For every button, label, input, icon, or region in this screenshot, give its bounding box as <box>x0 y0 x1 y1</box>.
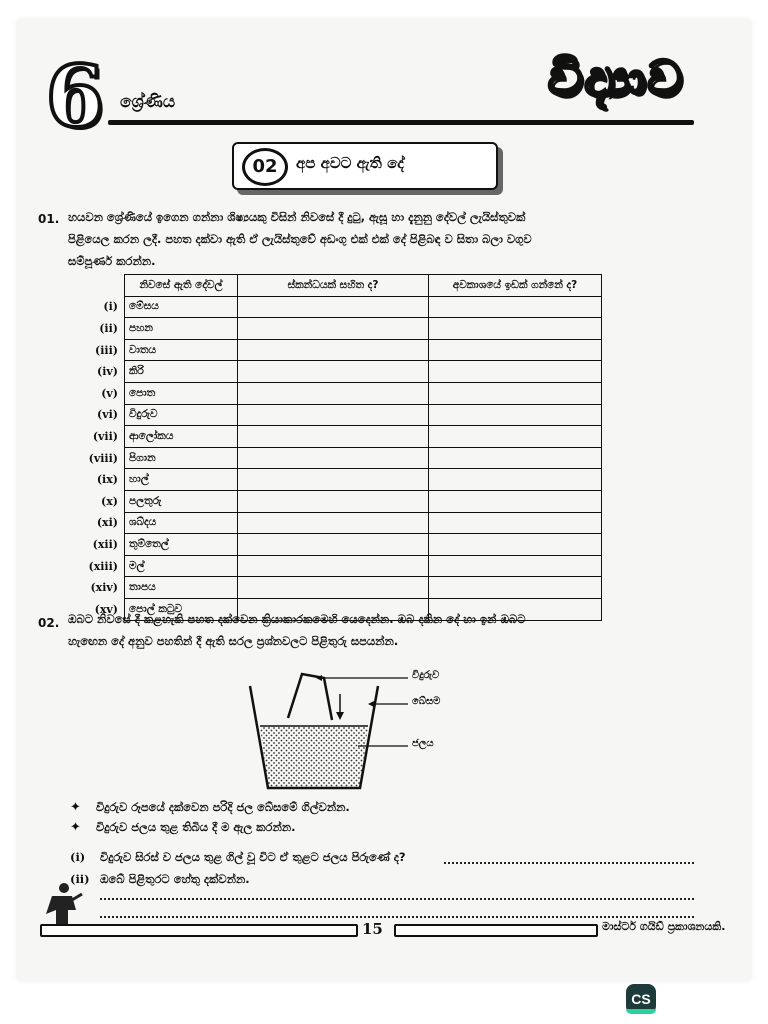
mass-answer-cell[interactable] <box>238 318 429 340</box>
table-header-mass: ස්කන්ධයක් සහිත ද? <box>238 275 429 297</box>
row-index: (ii) <box>99 321 118 335</box>
row-index: (vi) <box>97 408 118 422</box>
table-row <box>74 339 602 361</box>
mass-answer-cell[interactable] <box>238 469 429 491</box>
subject-title: විද්‍යාව <box>548 51 684 107</box>
answer-line-3[interactable] <box>100 916 694 918</box>
row-item: ආලෝකය <box>125 426 238 448</box>
space-answer-cell[interactable] <box>429 426 602 448</box>
table-header-row <box>74 275 602 297</box>
step-1-text: විදුරුව රූපයේ දක්වෙන පරිදි ජල බේසමේ ගිල්වන්න. <box>96 800 350 814</box>
row-index: (viii) <box>88 451 118 465</box>
row-index: (iv) <box>97 365 118 379</box>
space-answer-cell[interactable] <box>429 447 602 469</box>
mass-answer-cell[interactable] <box>238 404 429 426</box>
mass-answer-cell[interactable] <box>238 555 429 577</box>
row-index: (xii) <box>92 537 118 551</box>
table-row <box>74 577 602 599</box>
table-row <box>74 382 602 404</box>
row-index: (xi) <box>96 516 118 530</box>
space-answer-cell[interactable] <box>429 534 602 556</box>
page-number: 15 <box>362 920 383 938</box>
space-answer-cell[interactable] <box>429 404 602 426</box>
table-row <box>74 318 602 340</box>
row-index: (i) <box>103 300 118 314</box>
space-answer-cell[interactable] <box>429 382 602 404</box>
label-basin: බේසම <box>412 696 441 707</box>
row-index: (vii) <box>92 429 118 443</box>
table-row <box>74 534 602 556</box>
water-fill <box>260 726 368 788</box>
glass-in-basin-diagram <box>240 664 440 798</box>
space-answer-cell[interactable] <box>429 339 602 361</box>
table-row <box>74 555 602 577</box>
sub-question-2-number: (ii) <box>70 872 90 886</box>
answer-line-2[interactable] <box>100 898 694 900</box>
footer-bar-right <box>394 924 598 937</box>
row-index: (x) <box>101 494 118 508</box>
sub-question-1-text: විදුරුව සිරස් ව ජලය තුළ ගිල් වූ විට ඒ තුළට ජලය පිරුණේ ද? <box>100 850 406 864</box>
table-header-space: අවකාශයේ ඉඩක් ගන්නේ ද? <box>429 275 602 297</box>
mass-answer-cell[interactable] <box>238 382 429 404</box>
space-answer-cell[interactable] <box>429 490 602 512</box>
row-item: විදුරුව <box>125 404 238 426</box>
table-row <box>74 469 602 491</box>
sub-question-1-number: (i) <box>70 850 86 864</box>
grade-label: ශ්‍රේණිය <box>120 92 176 112</box>
mass-answer-cell[interactable] <box>238 447 429 469</box>
items-table <box>74 274 602 621</box>
question-1-line-1: හයවන ශ්‍රේණියේ ඉගෙන ගන්නා ශිෂ්‍යයකු විසින් නිවසේ දී දුටු, ඇසූ හා දැනුනු දේවල් ලැයිස්තුවක් <box>68 210 526 224</box>
row-item: පොත <box>125 382 238 404</box>
row-index: (xv) <box>94 602 118 616</box>
row-item: කිරි <box>125 361 238 383</box>
row-item: මල් <box>125 555 238 577</box>
mass-answer-cell[interactable] <box>238 296 429 318</box>
table-row <box>74 426 602 448</box>
question-2-line-1: ඔබට නිවසේ දී කළහැකි පහත දක්වෙන ක්‍රියාකාරකමෙහි යෙදෙන්න. ඔබ දකින දේ හා ඉන් ඔබට <box>68 612 526 626</box>
lesson-title-box <box>232 142 498 190</box>
publisher-name: මාස්ටර් ගයිඩ් ප්‍රකාශනයකි. <box>602 920 726 933</box>
row-index: (iii) <box>95 343 118 357</box>
label-water: ජලය <box>412 738 434 749</box>
table-row <box>74 361 602 383</box>
space-answer-cell[interactable] <box>429 555 602 577</box>
bullet-star-icon: ✦ <box>70 800 81 815</box>
step-2-text: විදුරුව ජලය තුළ තිබිය දී ම ඇල කරන්න. <box>96 820 296 834</box>
row-item: තාපය <box>125 577 238 599</box>
grade-number: 6 <box>45 47 105 146</box>
row-item: පහන <box>125 318 238 340</box>
student-figure-icon <box>38 880 84 926</box>
question-2-number: 02. <box>38 616 60 630</box>
label-glass: විදුරුව <box>412 670 440 681</box>
row-item: මේසය <box>125 296 238 318</box>
row-index: (ix) <box>96 473 118 487</box>
row-item: හාල් <box>125 469 238 491</box>
step-2 <box>70 820 296 835</box>
question-2-line-2: හැඟෙන දේ අනුව පහතින් දී ඇති සරල ප්‍රශ්නවලට පිළිතුරු සපයන්න. <box>68 634 399 648</box>
space-answer-cell[interactable] <box>429 469 602 491</box>
footer-bar-left <box>40 924 358 937</box>
table-header-items: නිවසේ ඇති දේවල් <box>125 275 238 297</box>
lesson-title: අප අවට ඇති දේ <box>296 154 404 172</box>
glass-outline <box>288 674 332 720</box>
row-item: පිගාන <box>125 447 238 469</box>
table-row <box>74 447 602 469</box>
mass-answer-cell[interactable] <box>238 426 429 448</box>
sub-question-2-text: ඔබේ පිළිතුරට හේතු දක්වන්න. <box>100 872 250 886</box>
mass-answer-cell[interactable] <box>238 534 429 556</box>
space-answer-cell[interactable] <box>429 296 602 318</box>
camscanner-badge[interactable]: CS <box>626 984 656 1014</box>
table-row <box>74 512 602 534</box>
index-header <box>74 275 125 297</box>
row-item: තුම්තෙල් <box>125 534 238 556</box>
row-item: පොල් කටුව <box>125 598 238 620</box>
mass-answer-cell[interactable] <box>238 490 429 512</box>
lesson-number: 02 <box>242 148 288 186</box>
table-row <box>74 296 602 318</box>
table-row <box>74 490 602 512</box>
space-answer-cell[interactable] <box>429 577 602 599</box>
row-index: (v) <box>101 386 118 400</box>
mass-answer-cell[interactable] <box>238 339 429 361</box>
question-1-number: 01. <box>38 212 60 226</box>
row-index: (xiv) <box>90 581 118 595</box>
table-row <box>74 404 602 426</box>
row-item: ශබ්දය <box>125 512 238 534</box>
step-1 <box>70 800 350 815</box>
mass-answer-cell[interactable] <box>238 512 429 534</box>
row-index: (xiii) <box>88 559 118 573</box>
bullet-star-icon: ✦ <box>70 820 81 835</box>
space-answer-cell[interactable] <box>429 361 602 383</box>
question-1-line-2: පිළියෙල කරන ලදී. පහත දක්වා ඇති ඒ ලැයිස්තුවේ අඩංගු එක් එක් දේ පිළිබඳ ව සිතා බලා වගුව <box>68 232 532 246</box>
space-answer-cell[interactable] <box>429 318 602 340</box>
diagram-svg <box>240 664 440 794</box>
answer-line-1[interactable] <box>444 862 694 864</box>
row-item: වාතය <box>125 339 238 361</box>
space-answer-cell[interactable] <box>429 512 602 534</box>
header-rule <box>108 120 694 125</box>
arrow-down-icon <box>336 712 344 720</box>
mass-answer-cell[interactable] <box>238 577 429 599</box>
mass-answer-cell[interactable] <box>238 361 429 383</box>
question-1-line-3: සම්පූර්ණ කරන්න. <box>68 254 156 268</box>
row-item: පලතුරු <box>125 490 238 512</box>
